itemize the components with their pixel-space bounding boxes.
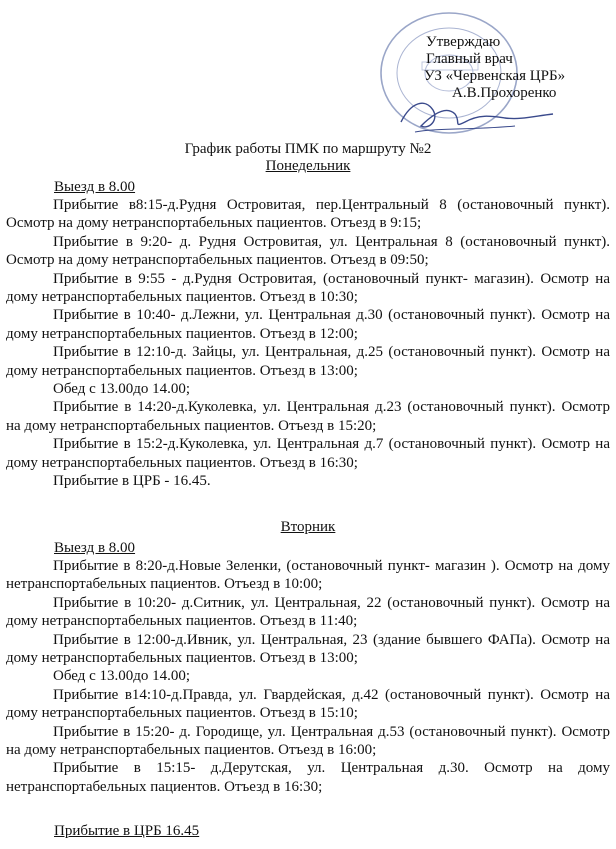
approval-position: Главный врач	[426, 51, 513, 67]
schedule-item: Прибытие в 8:20-д.Новые Зеленки, (остановочный пункт- магазин ). Осмотр на дому нетранспортабельных пациентов. Отъезд в 10:00;	[6, 558, 610, 593]
schedule-monday	[6, 196, 610, 491]
schedule-item: Прибытие в14:10-д.Правда, ул. Гвардейская, д.42 (остановочный пункт). Осмотр на дому нетранспортабельных пациентов. Отъезд в 15:10;	[6, 686, 610, 722]
schedule-item: Прибытие в 15:20- д. Городище, ул. Центральная д.53 (остановочный пункт). Осмотр на дому нетранспортабельных пациентов. Отъезд в 16:00;	[6, 723, 610, 759]
schedule-item: Прибытие в 10:40- д.Лежни, ул. Центральная д.30 (остановочный пункт). Осмотр на дому нетранспортабельных пациентов. Отъезд в 12:00;	[6, 307, 610, 342]
approval-organization: УЗ «Червенская ЦРБ»	[424, 68, 566, 84]
arrival-tuesday: Прибытие в ЦРБ 16.45	[54, 823, 200, 839]
approval-block	[426, 34, 565, 102]
schedule-item: Прибытие в 10:20- д.Ситник, ул. Центральная, 22 (остановочный пункт). Осмотр на дому нетранспортабельных пациентов. Отъезд в 11:40;	[6, 594, 610, 630]
approval-line: Утверждаю	[426, 34, 501, 50]
arrival-item: Прибытие в ЦРБ - 16.45.	[53, 473, 211, 490]
departure-tuesday: Выезд в 8.00	[54, 540, 136, 556]
schedule-tuesday	[6, 557, 610, 796]
schedule-item: Прибытие в 12:10-д. Зайцы, ул. Центральная, д.25 (остановочный пункт). Осмотр на дому нетранспортабельных пациентов. Отъезд в 13:00;	[6, 344, 610, 379]
schedule-item: Прибытие в8:15-д.Рудня Островитая, пер.Центральный 8 (остановочный пункт). Осмотр на дому нетранспортабельных пациентов. Отъезд в 9:15;	[6, 197, 610, 232]
lunch-break: Обед с 13.00до 14.00;	[53, 381, 191, 398]
schedule-item: Прибытие в 12:00-д.Ивник, ул. Центральная, 23 (здание бывшего ФАПа). Осмотр на дому нетранспортабельных пациентов. Отъезд в 13:00;	[6, 631, 610, 667]
approval-signer: А.В.Прохоренко	[452, 85, 557, 101]
departure-monday: Выезд в 8.00	[54, 179, 136, 195]
document-title: График работы ПМК по маршруту №2	[184, 141, 432, 157]
day-heading-tuesday: Вторник	[280, 519, 336, 535]
lunch-break: Обед с 13.00до 14.00;	[53, 668, 191, 685]
schedule-item: Прибытие в 15:15- д.Дерутская, ул. Центральная д.30. Осмотр на дому нетранспортабельных пациентов. Отъезд в 16:30;	[6, 760, 610, 795]
schedule-item: Прибытие в 14:20-д.Куколевка, ул. Центральная д.23 (остановочный пункт). Осмотр на дому нетранспортабельных пациентов. Отъезд в 15:20;	[6, 399, 610, 434]
schedule-item: Прибытие в 9:20- д. Рудня Островитая, ул. Центральная 8 (остановочный пункт). Осмотр на дому нетранспортабельных пациентов. Отъезд в 09:50;	[6, 233, 610, 269]
day-heading-monday: Понедельник	[265, 158, 351, 174]
schedule-item: Прибытие в 15:2-д.Куколевка, ул. Центральная д.7 (остановочный пункт). Осмотр на дому нетранспортабельных пациентов. Отъезд в 16:30;	[6, 436, 610, 471]
schedule-item: Прибытие в 9:55 - д.Рудня Островитая, (остановочный пункт- магазин). Осмотр на дому нетранспортабельных пациентов. Отъезд в 10:30;	[6, 270, 610, 306]
